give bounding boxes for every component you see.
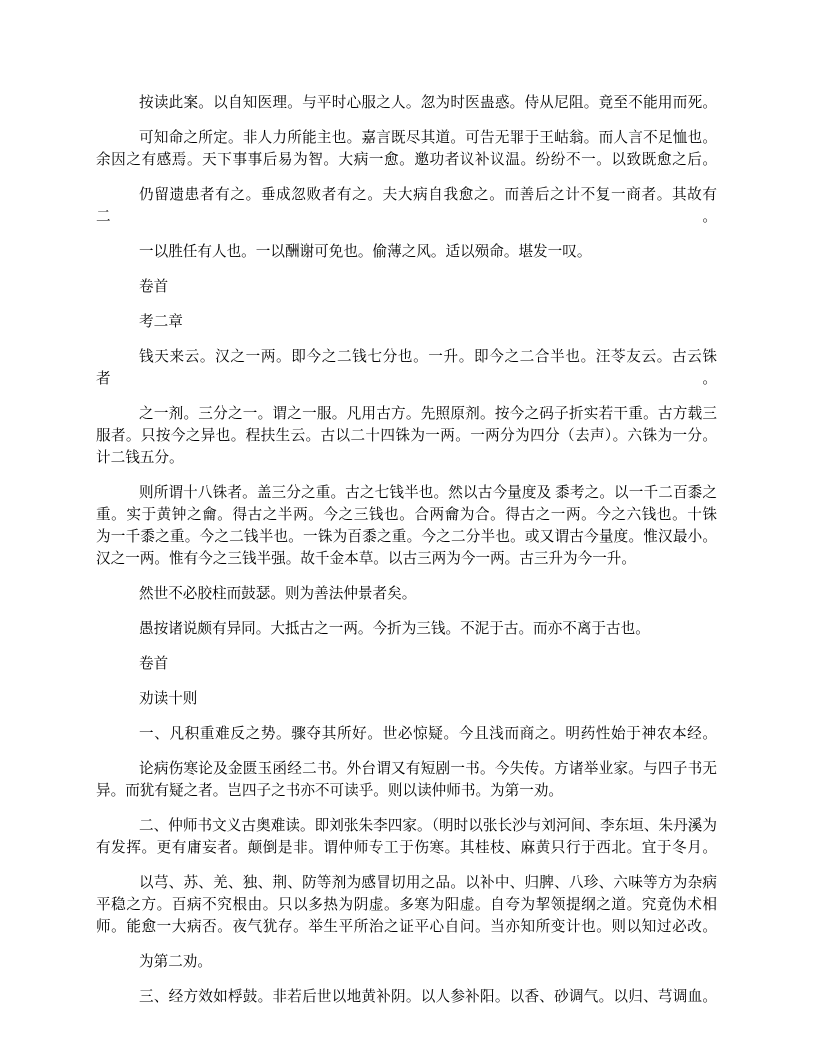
section-heading [96, 276, 717, 298]
text-line: 为第二劝。 [139, 954, 212, 970]
section-heading [96, 688, 717, 710]
paragraph [96, 184, 717, 228]
paragraph [96, 403, 717, 469]
paragraph [96, 872, 717, 938]
text-line: 然世不必胶柱而鼓瑟。则为善法仲景者矣。 [139, 586, 417, 602]
text-line: 有发挥。更有庸妄者。颠倒是非。谓仲师专工于伤寒。其桂枝、麻黄只行于西北。宜于冬月。 [96, 840, 717, 856]
text-line: 论病伤寒论及金匮玉函经二书。外台谓又有短剧一书。今失传。方诸举业家。与四子书无 [139, 761, 717, 777]
paragraph [96, 92, 717, 114]
paragraph [96, 986, 717, 1008]
text-line: 余因之有感焉。天下事事后易为智。大病一愈。邀功者议补议温。纷纷不一。以致既愈之后。 [96, 152, 717, 168]
text-line: 可知命之所定。非人力所能主也。嘉言既尽其道。可告无罪于王岵翁。而人言不足恤也。 [139, 130, 717, 146]
text-line: 师。能愈一大病否。夜气犹存。举生平所治之证平心自问。当亦知所变计也。则以知过必改。 [96, 919, 717, 935]
text-line: 二、仲师书文义古奥难读。即刘张朱李四家。（明时以张长沙与刘河间、李东垣、朱丹溪为 [139, 818, 717, 834]
text-line: 卷首 [139, 279, 169, 295]
text-line: 则所谓十八铢者。盖三分之重。古之七钱半也。然以古今量度及 黍考之。以一千二百黍之 [139, 485, 717, 501]
paragraph [96, 723, 717, 745]
text-line: 一以胜任有人也。一以酬谢可免也。偷薄之风。适以殒命。堪发一叹。 [139, 244, 592, 260]
paragraph [96, 346, 717, 390]
text-line: 以芎、苏、羌、独、荆、防等剂为感冒切用之品。以补中、归脾、八珍、六味等方为杂病 [139, 875, 717, 891]
paragraph [96, 951, 717, 973]
paragraph [96, 618, 717, 640]
text-line: 一、凡积重难反之势。骤夺其所好。世必惊疑。今且浅而商之。明药性始于神农本经。 [139, 726, 717, 742]
text-line: 卷首 [139, 656, 169, 672]
section-heading [96, 311, 717, 333]
paragraph [96, 127, 717, 171]
text-line: 平稳之方。百病不究根由。只以多热为阴虚。多寒为阳虚。自夸为挈领提纲之道。究竟伪术相 [96, 897, 717, 913]
text-line: 服者。只按今之异也。程扶生云。古以二十四铢为一两。一两分为四分（去声）。六铢为一分。 [96, 428, 717, 444]
section-heading [96, 653, 717, 675]
text-line: 之一剂。三分之一。谓之一服。凡用古方。先照原剂。按今之码子折实若干重。古方载三 [139, 406, 717, 422]
paragraph [96, 241, 717, 263]
document-content [96, 92, 717, 1021]
text-line: 重。实于黄钟之龠。得古之半两。今之三钱也。合两龠为合。得古之一两。今之六钱也。十铢 [96, 507, 717, 523]
text-line: 汉之一两。惟有今之三钱半强。故千金本草。以古三两为今一两。古三升为今一升。 [96, 551, 636, 567]
text-line: 考二章 [139, 314, 183, 330]
text-line: 劝读十则 [139, 691, 198, 707]
paragraph [96, 758, 717, 802]
text-line: 三、经方效如桴鼓。非若后世以地黄补阴。以人参补阳。以香、砂调气。以归、芎调血。 [139, 989, 717, 1005]
paragraph [96, 583, 717, 605]
text-line: 计二钱五分。 [96, 450, 184, 466]
text-line: 异。而犹有疑之者。岂四子之书亦不可读乎。则以读仲师书。为第一劝。 [96, 783, 564, 799]
text-line: 为一千黍之重。今之二钱半也。一铢为百黍之重。今之二分半也。或又谓古今量度。惟汉最小。 [96, 529, 717, 545]
paragraph [96, 815, 717, 859]
text-line: 愚按诸说颇有异同。大抵古之一两。今折为三钱。不泥于古。而亦不离于古也。 [139, 621, 650, 637]
text-line: 钱天来云。汉之一两。即今之二钱七分也。一升。即今之二合半也。汪苓友云。古云铢者。 [96, 349, 717, 387]
paragraph [96, 482, 717, 570]
text-line: 仍留遗患者有之。垂成忽败者有之。夫大病自我愈之。而善后之计不复一商者。其故有二。 [96, 187, 717, 225]
text-line: 按读此案。以自知医理。与平时心服之人。忽为时医蛊惑。侍从尼阻。竟至不能用而死。 [139, 95, 717, 111]
